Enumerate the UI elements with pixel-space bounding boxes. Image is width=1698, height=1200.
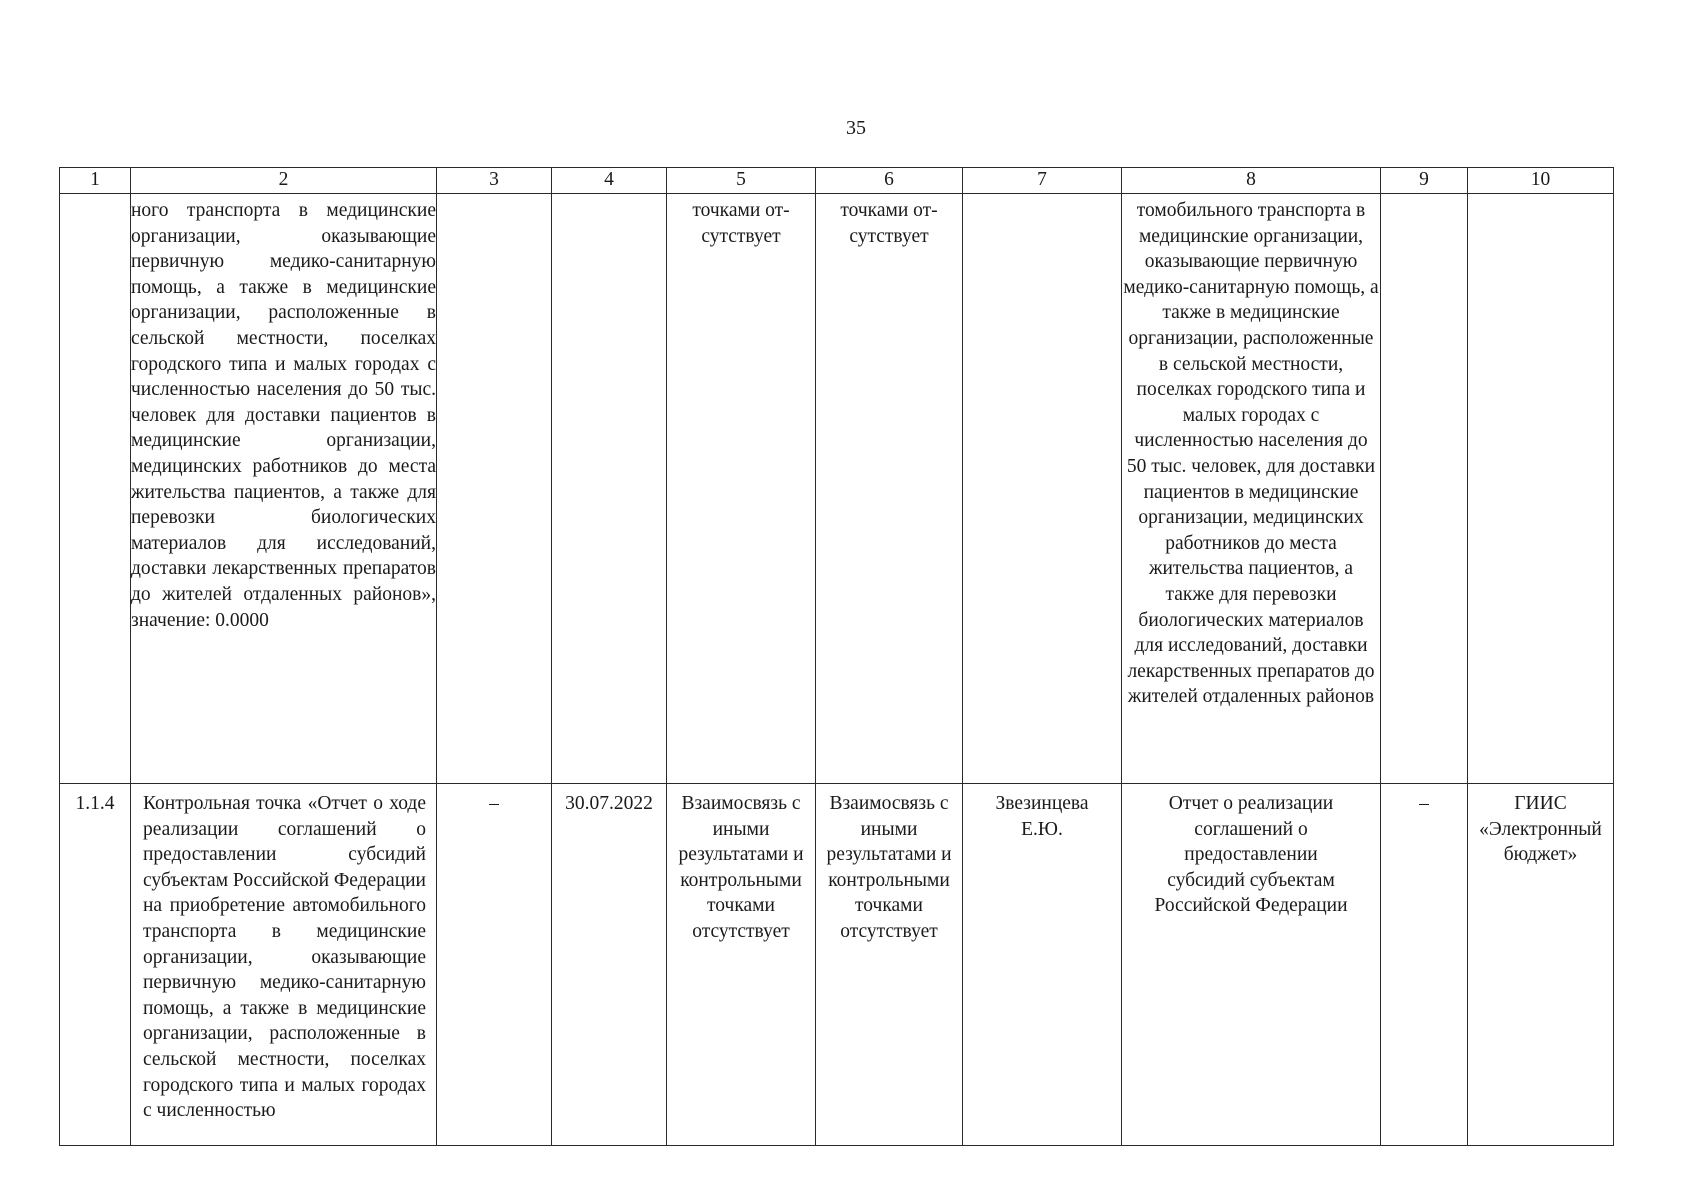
column-header: 9 <box>1381 168 1468 194</box>
row-number-cell <box>60 194 131 784</box>
system-cell <box>1468 194 1614 784</box>
column-header: 8 <box>1122 168 1381 194</box>
result-text: Отчет о реализации соглашений о предоставлении субсидий субъектам Российской Федерации <box>1154 793 1348 917</box>
responsible-cell <box>963 784 1122 1146</box>
col3-cell <box>437 194 552 784</box>
plan-table <box>59 167 1614 1146</box>
result-cell <box>1122 194 1381 784</box>
table-row <box>60 194 1614 784</box>
column-header: 4 <box>552 168 667 194</box>
name-cell <box>131 784 437 1146</box>
prev-link-text: Взаимосвязь с иными результатами и контрольными точками отсутствует <box>678 793 804 942</box>
column-header: 10 <box>1468 168 1614 194</box>
prev-link-text: точками от-сутствует <box>692 200 790 247</box>
next-link-cell <box>816 194 963 784</box>
column-header: 5 <box>667 168 816 194</box>
column-header: 2 <box>131 168 437 194</box>
system-cell <box>1468 784 1614 1146</box>
date-cell <box>552 194 667 784</box>
col9-cell <box>1381 784 1468 1146</box>
column-header: 6 <box>816 168 963 194</box>
prev-link-cell <box>667 194 816 784</box>
date-cell <box>552 784 667 1146</box>
responsible-person: Звезинцева Е.Ю. <box>995 793 1089 840</box>
col9-value <box>1381 194 1467 198</box>
header-row <box>60 168 1614 194</box>
info-system <box>1468 194 1613 198</box>
responsible-cell <box>963 194 1122 784</box>
col3-value: – <box>489 793 499 814</box>
col9-value: – <box>1419 793 1429 814</box>
page-number: 35 <box>846 117 866 139</box>
event-name: ного транспорта в медицинские организации, оказывающие первичную медико-санитарную помощь, а также в медицинские организации, расположенные в сельской местности, поселках городского типа и малых городах с численностью населения до 50 тыс. человек для доставки пациентов в медицинские организации, медицинских работников до места жительства пациентов, а также для перевозки биологических материалов для исследований, доставки лекарственных препаратов до жителей отдаленных районов», значение: 0.0000 <box>131 200 436 631</box>
column-header: 7 <box>963 168 1122 194</box>
row-number <box>60 194 130 198</box>
row-number: 1.1.4 <box>75 793 115 814</box>
next-link-text: Взаимосвязь с иными результатами и контрольными точками отсутствует <box>826 793 952 942</box>
column-header: 3 <box>437 168 552 194</box>
next-link-cell <box>816 784 963 1146</box>
column-header: 1 <box>60 168 131 194</box>
event-name: Контрольная точка «Отчет о ходе реализации соглашений о предоставлении субсидий субъектам Российской Федерации на приобретение автомобильного транспорта в медицинские организации, оказывающие первичную медико-санитарную помощь, а также в медицинские организации, расположенные в сельской местности, поселках городского типа и малых городах с численностью <box>143 793 426 1122</box>
name-cell <box>131 194 437 784</box>
prev-link-cell <box>667 784 816 1146</box>
row-number-cell <box>60 784 131 1146</box>
col3-cell <box>437 784 552 1146</box>
col9-cell <box>1381 194 1468 784</box>
result-cell <box>1122 784 1381 1146</box>
due-date <box>552 194 666 198</box>
table-row <box>60 784 1614 1146</box>
col3-value <box>437 194 551 198</box>
responsible-person <box>963 194 1121 198</box>
info-system: ГИИС «Электронный бюджет» <box>1479 793 1602 866</box>
next-link-text: точками от-сутствует <box>840 200 938 247</box>
result-text: томобильного транспорта в медицинские организации, оказывающие первичную медико-санитарную помощь, а также в медицинские организации, расположенные в сельской местности, поселках городского типа и малых городах с численностью населения до 50 тыс. человек, для доставки пациентов в медицинские организации, медицинских работников до места жительства пациентов, а также для перевозки биологических материалов для исследований, доставки лекарственных препаратов до жителей отдаленных районов <box>1123 200 1379 708</box>
due-date: 30.07.2022 <box>565 793 653 814</box>
